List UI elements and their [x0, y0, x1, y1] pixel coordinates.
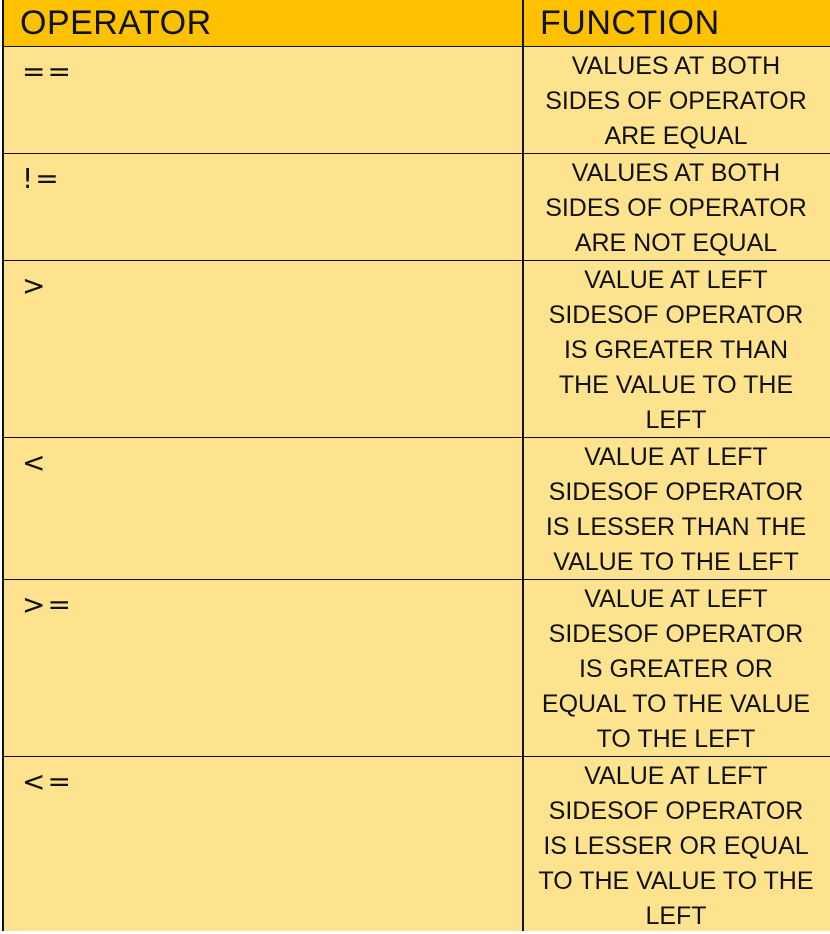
table-row — [2, 580, 830, 757]
operator-cell: < — [22, 446, 48, 479]
column-divider — [522, 0, 524, 931]
operator-cell: == — [22, 55, 73, 88]
table-row — [2, 261, 830, 438]
table-header — [2, 0, 830, 47]
operator-cell: != — [22, 162, 61, 195]
table-row — [2, 757, 830, 931]
operator-cell: > — [22, 269, 48, 302]
function-cell: VALUES AT BOTH SIDES OF OPERATOR ARE EQUAL — [545, 52, 807, 150]
function-cell: VALUE AT LEFT SIDESOF OPERATOR IS GREATER OR EQUAL TO THE VALUE TO THE LEFT — [541, 585, 811, 753]
function-cell: VALUES AT BOTH SIDES OF OPERATOR ARE NOT EQUAL — [545, 159, 807, 257]
operator-cell: >= — [22, 588, 73, 621]
function-cell: VALUE AT LEFT SIDESOF OPERATOR IS LESSER OR EQUAL TO THE VALUE TO THE LEFT — [538, 762, 814, 930]
table-row — [2, 47, 830, 154]
operators-table — [2, 0, 830, 931]
table-left-border — [2, 0, 4, 931]
table-row — [2, 438, 830, 580]
header-operator: OPERATOR — [20, 4, 212, 42]
operator-cell: <= — [22, 765, 73, 798]
function-cell: VALUE AT LEFT SIDESOF OPERATOR IS LESSER THAN THE VALUE TO THE LEFT — [545, 443, 807, 576]
header-function: FUNCTION — [540, 4, 720, 42]
function-cell: VALUE AT LEFT SIDESOF OPERATOR IS GREATER THAN THE VALUE TO THE LEFT — [548, 266, 804, 434]
table-row — [2, 154, 830, 261]
